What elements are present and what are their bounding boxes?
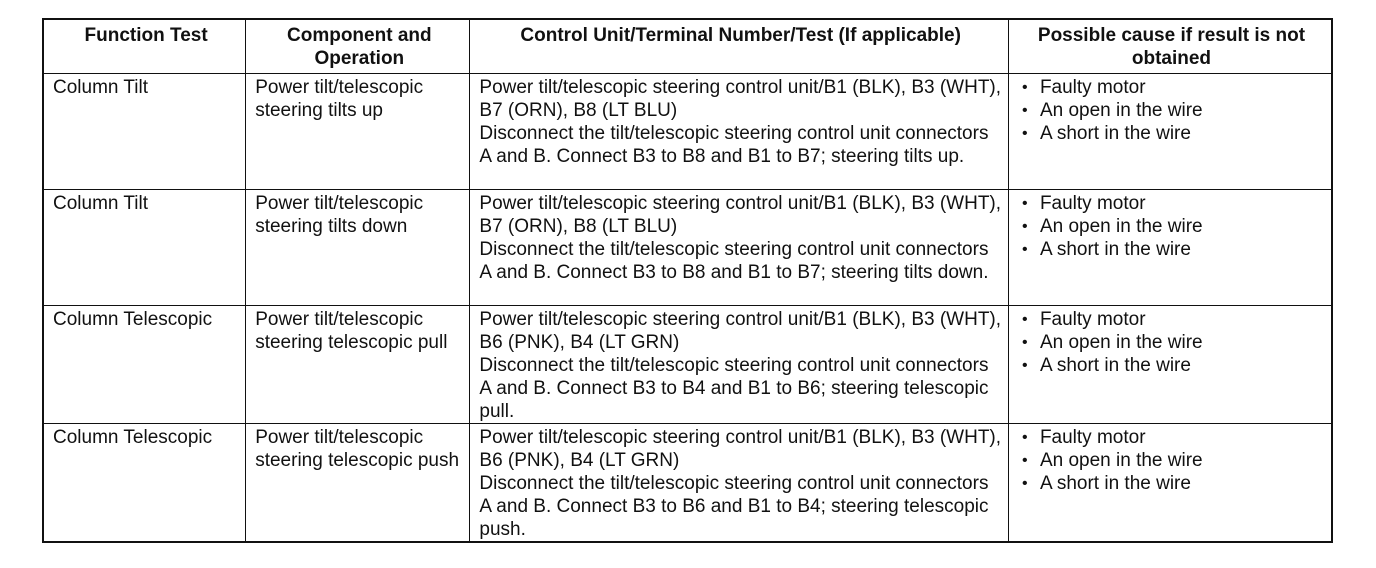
cell-possible-cause (1008, 424, 1332, 543)
cause-item: • Faulty motor (1022, 426, 1325, 449)
control-unit-terminals: Power tilt/telescopic steering control unit/B1 (BLK), B3 (WHT), B6 (PNK), B4 (LT GRN) (479, 309, 1002, 353)
cell-component-operation: Power tilt/telescopic steering tilts up (246, 74, 470, 190)
control-unit-test: Disconnect the tilt/telescopic steering control unit connectors A and B. Connect B3 to B6 and B1 to B4; steering telescopic push. (479, 473, 989, 540)
cell-component-operation: Power tilt/telescopic steering telescopic push (246, 424, 470, 543)
control-unit-test: Disconnect the tilt/telescopic steering control unit connectors A and B. Connect B3 to B8 and B1 to B7; steering tilts down. (479, 239, 989, 283)
function-test-table (42, 18, 1333, 543)
cause-item: • An open in the wire (1022, 99, 1325, 122)
cell-control-unit (470, 190, 1009, 306)
cause-item: • Faulty motor (1022, 76, 1325, 99)
table-row (43, 424, 1332, 543)
cell-function-test: Column Tilt (43, 190, 246, 306)
cell-function-test: Column Telescopic (43, 424, 246, 543)
cell-function-test: Column Telescopic (43, 306, 246, 424)
cell-function-test: Column Tilt (43, 74, 246, 190)
header-function-test: Function Test (43, 19, 246, 74)
table-body (43, 74, 1332, 543)
cell-possible-cause (1008, 190, 1332, 306)
cause-item: • A short in the wire (1022, 122, 1325, 145)
cause-list (1018, 192, 1325, 261)
control-unit-terminals: Power tilt/telescopic steering control unit/B1 (BLK), B3 (WHT), B6 (PNK), B4 (LT GRN) (479, 427, 1002, 471)
control-unit-test: Disconnect the tilt/telescopic steering control unit connectors A and B. Connect B3 to B8 and B1 to B7; steering tilts up. (479, 123, 989, 167)
cell-possible-cause (1008, 306, 1332, 424)
control-unit-terminals: Power tilt/telescopic steering control unit/B1 (BLK), B3 (WHT), B7 (ORN), B8 (LT BLU) (479, 193, 1002, 237)
cause-item: • An open in the wire (1022, 331, 1325, 354)
control-unit-terminals: Power tilt/telescopic steering control unit/B1 (BLK), B3 (WHT), B7 (ORN), B8 (LT BLU) (479, 77, 1002, 121)
header-component-operation: Component and Operation (246, 19, 470, 74)
cell-control-unit (470, 424, 1009, 543)
table-row (43, 74, 1332, 190)
cell-control-unit (470, 74, 1009, 190)
table-row (43, 190, 1332, 306)
cause-item: • A short in the wire (1022, 238, 1325, 261)
cell-control-unit (470, 306, 1009, 424)
cause-item: • Faulty motor (1022, 192, 1325, 215)
table-header (43, 19, 1332, 74)
cause-item: • An open in the wire (1022, 449, 1325, 472)
cause-list (1018, 308, 1325, 377)
control-unit-test: Disconnect the tilt/telescopic steering control unit connectors A and B. Connect B3 to B4 and B1 to B6; steering telescopic pull. (479, 355, 989, 422)
cell-component-operation: Power tilt/telescopic steering tilts down (246, 190, 470, 306)
header-control-unit: Control Unit/Terminal Number/Test (If applicable) (470, 19, 1009, 74)
cause-item: • A short in the wire (1022, 472, 1325, 495)
cell-component-operation: Power tilt/telescopic steering telescopic pull (246, 306, 470, 424)
cause-item: • An open in the wire (1022, 215, 1325, 238)
header-row (43, 19, 1332, 74)
cell-possible-cause (1008, 74, 1332, 190)
cause-item: • Faulty motor (1022, 308, 1325, 331)
header-possible-cause: Possible cause if result is not obtained (1008, 19, 1332, 74)
cause-list (1018, 76, 1325, 145)
table-row (43, 306, 1332, 424)
cause-list (1018, 426, 1325, 495)
cause-item: • A short in the wire (1022, 354, 1325, 377)
